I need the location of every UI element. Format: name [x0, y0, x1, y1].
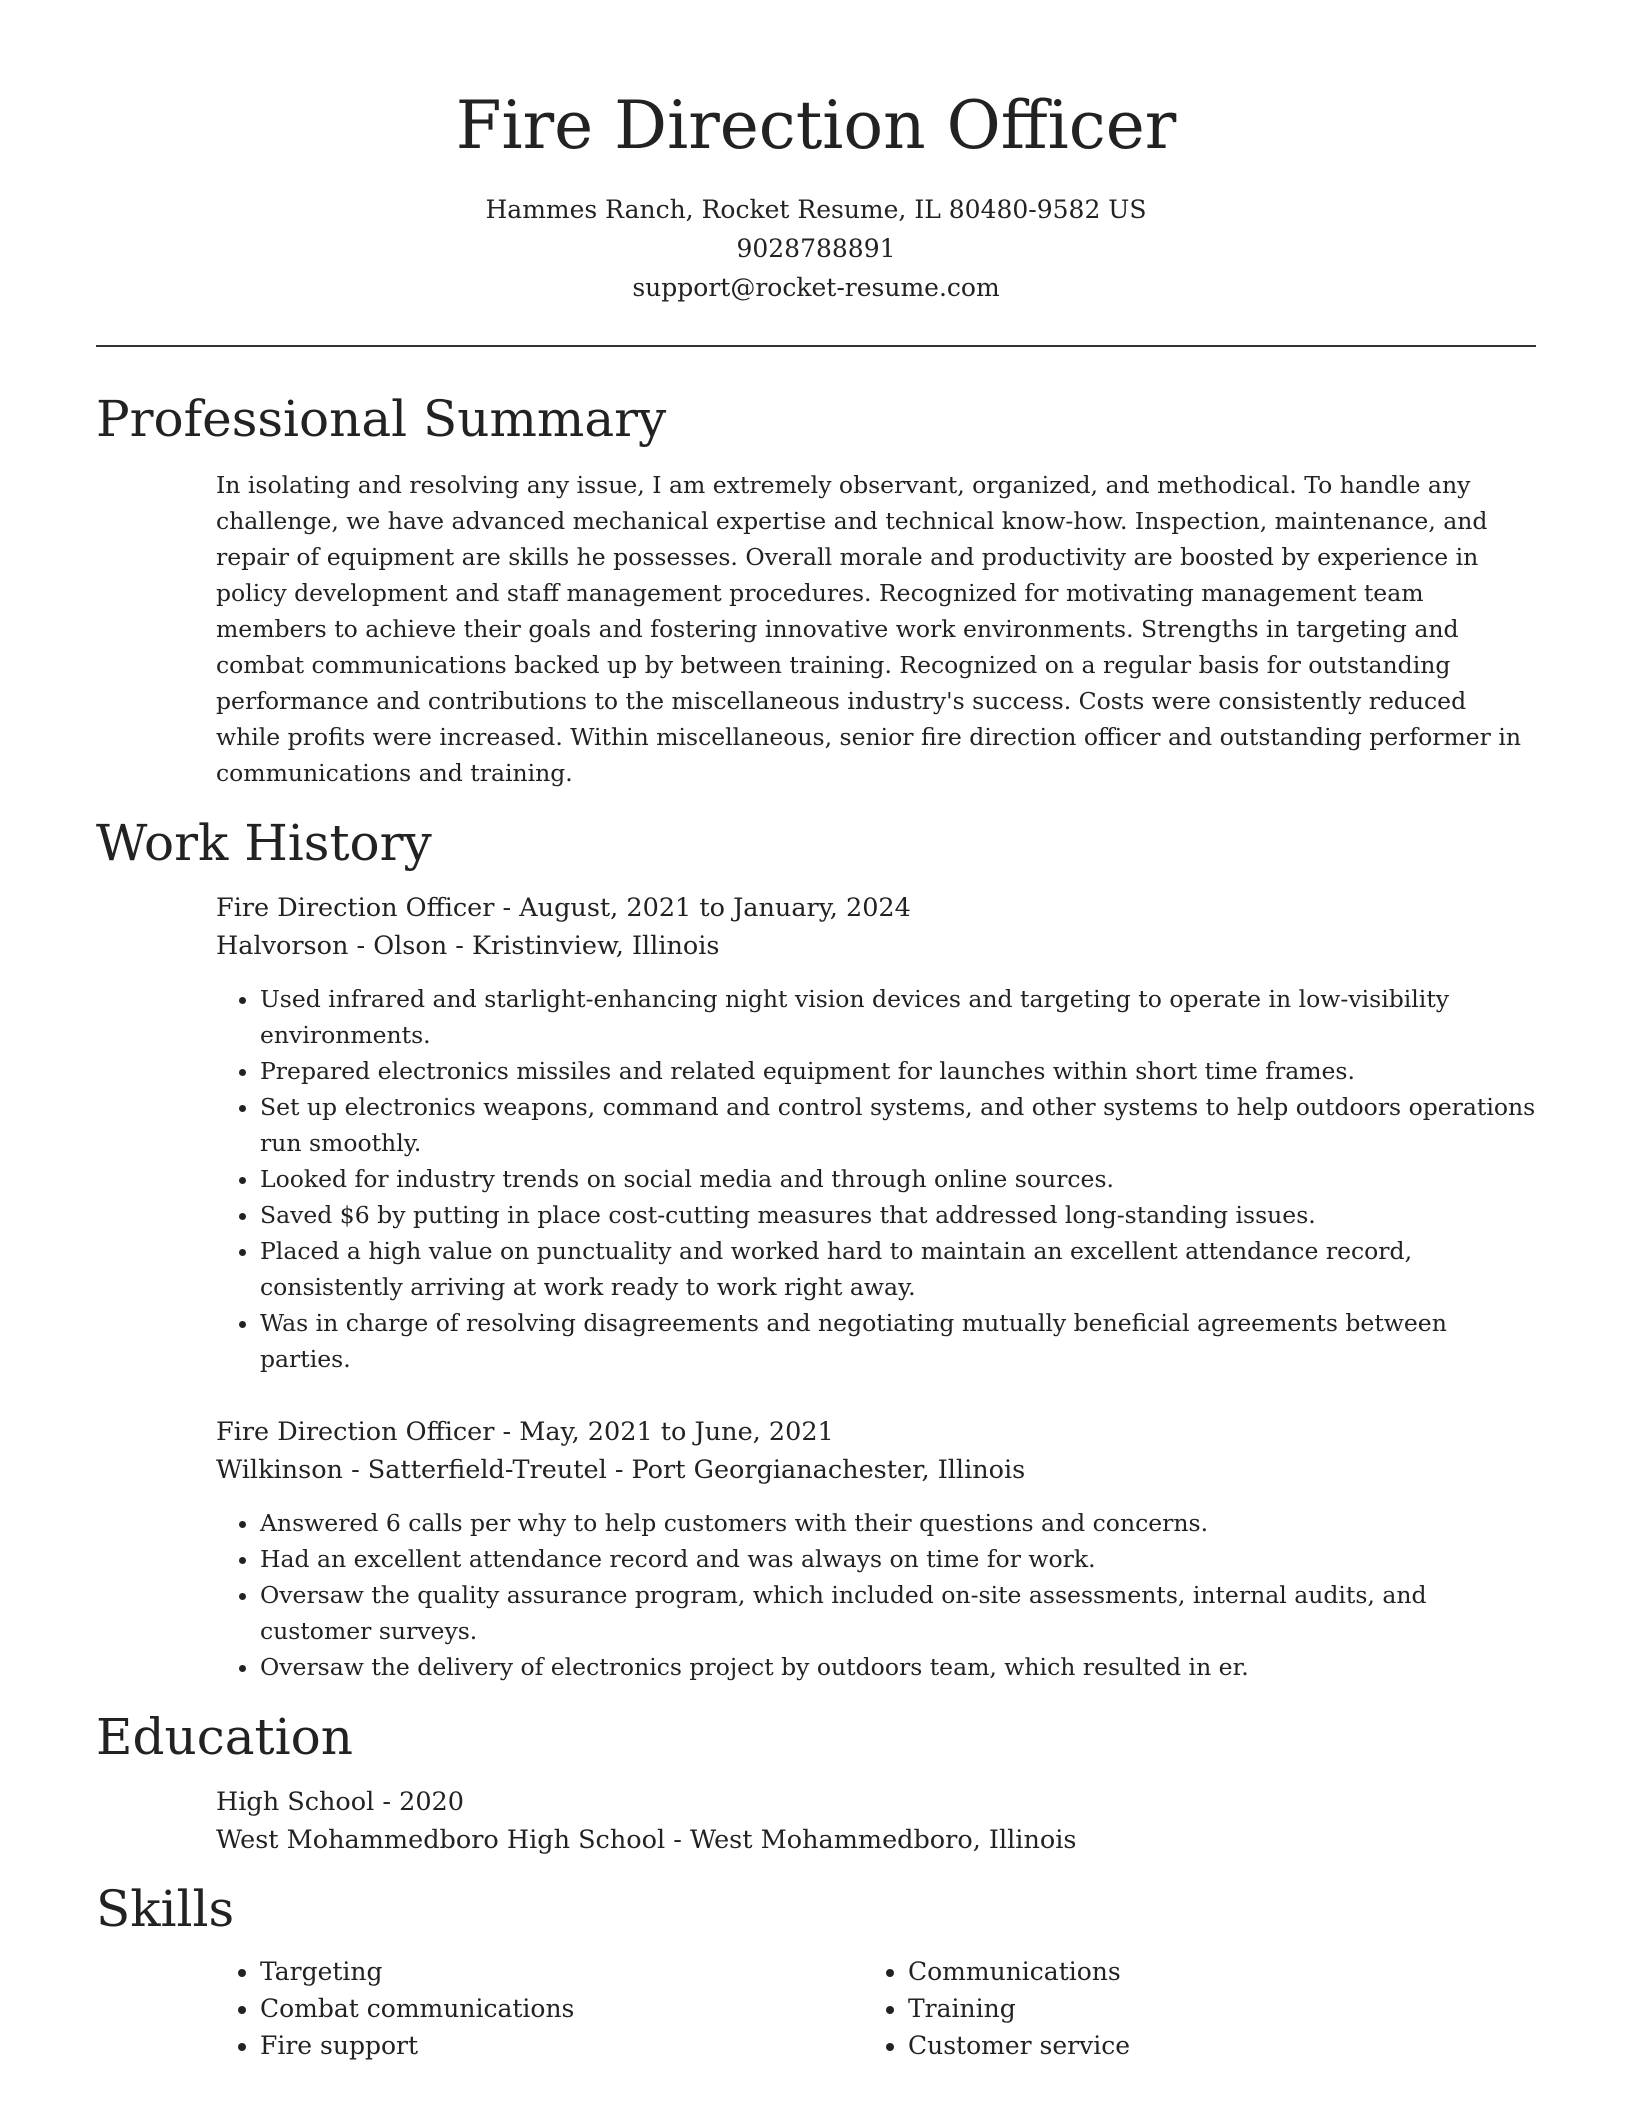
skills-section — [96, 1953, 1536, 2064]
education-degree-year: High School - 2020 — [216, 1787, 465, 1817]
job-duty: • Oversaw the quality assurance program, which included on-site assessments, internal audits, and customer surveys. — [260, 1577, 1536, 1649]
summary-heading: Professional Summary — [96, 390, 667, 448]
resume-header — [96, 0, 1536, 307]
skills-column-right — [864, 1953, 1512, 2064]
summary-section — [96, 467, 1536, 791]
education-section — [96, 1783, 1536, 1859]
job-duty: • Oversaw the delivery of electronics project by outdoors team, which resulted in er. — [260, 1649, 1536, 1685]
skill-item: • Targeting — [260, 1953, 864, 1990]
skill-item: • Fire support — [260, 2027, 864, 2064]
job-employer-location: Halvorson - Olson - Kristinview, Illinois — [216, 931, 720, 961]
job-duty: • Had an excellent attendance record and was always on time for work. — [260, 1541, 1536, 1577]
skill-item: • Communications — [908, 1953, 1512, 1990]
contact-phone: 9028788891 — [736, 234, 896, 263]
contact-block — [96, 190, 1536, 307]
work-history-section — [96, 889, 1536, 1685]
job-duty: • Answered 6 calls per why to help customers with their questions and concerns. — [260, 1505, 1536, 1541]
job-duty: • Prepared electronics missiles and related equipment for launches within short time frames. — [260, 1053, 1536, 1089]
skill-item: • Combat communications — [260, 1990, 864, 2027]
job-duties-list — [216, 981, 1536, 1377]
job-duty: • Saved $6 by putting in place cost-cutting measures that addressed long-standing issues. — [260, 1197, 1536, 1233]
education-school-location: West Mohammedboro High School - West Mohammedboro, Illinois — [216, 1825, 1077, 1855]
contact-address: Hammes Ranch, Rocket Resume, IL 80480-9582 US — [485, 195, 1147, 224]
job-title-dates: Fire Direction Officer - August, 2021 to January, 2024 — [216, 893, 911, 923]
job-duty: • Used infrared and starlight-enhancing night vision devices and targeting to operate in low-visibility environments. — [260, 981, 1536, 1053]
job-duty: • Looked for industry trends on social media and through online sources. — [260, 1161, 1536, 1197]
job-duty: • Set up electronics weapons, command and control systems, and other systems to help outdoors operations run smoothly. — [260, 1089, 1536, 1161]
work-history-heading: Work History — [96, 814, 432, 872]
resume-name: Fire Direction Officer — [455, 87, 1177, 164]
skill-item: • Training — [908, 1990, 1512, 2027]
skills-column-left — [216, 1953, 864, 2064]
job-employer-location: Wilkinson - Satterfield-Treutel - Port Georgianachester, Illinois — [216, 1455, 1026, 1485]
job-entry — [216, 1413, 1536, 1685]
skills-list-left — [216, 1953, 864, 2064]
job-duty: • Placed a high value on punctuality and worked hard to maintain an excellent attendance record, consistently arriving at work ready to work right away. — [260, 1233, 1536, 1305]
job-duty: • Was in charge of resolving disagreements and negotiating mutually beneficial agreements between parties. — [260, 1305, 1536, 1377]
summary-text: In isolating and resolving any issue, I am extremely observant, organized, and methodical. To handle any challenge, we have advanced mechanical expertise and technical know-how. Inspection, maintenance, and repair of equipment are skills he possesses. Overall morale and productivity are boosted by experience in policy development and staff management procedures. Recognized for motivating management team members to achieve their goals and fostering innovative work environments. Strengths in targeting and combat communications backed up by between training. Recognized on a regular basis for outstanding performance and contributions to the miscellaneous industry's success. Costs were consistently reduced while profits were increased. Within miscellaneous, senior fire direction officer and outstanding performer in communications and training. — [216, 471, 1522, 787]
skills-heading: Skills — [96, 1880, 235, 1938]
job-title-dates: Fire Direction Officer - May, 2021 to June, 2021 — [216, 1417, 834, 1447]
contact-email: support@rocket-resume.com — [632, 273, 1000, 302]
header-divider — [96, 345, 1536, 347]
skill-item: • Customer service — [908, 2027, 1512, 2064]
job-duties-list — [216, 1505, 1536, 1685]
education-heading: Education — [96, 1708, 353, 1766]
job-entry — [216, 889, 1536, 1377]
skills-grid — [216, 1953, 1536, 2064]
skills-list-right — [864, 1953, 1512, 2064]
